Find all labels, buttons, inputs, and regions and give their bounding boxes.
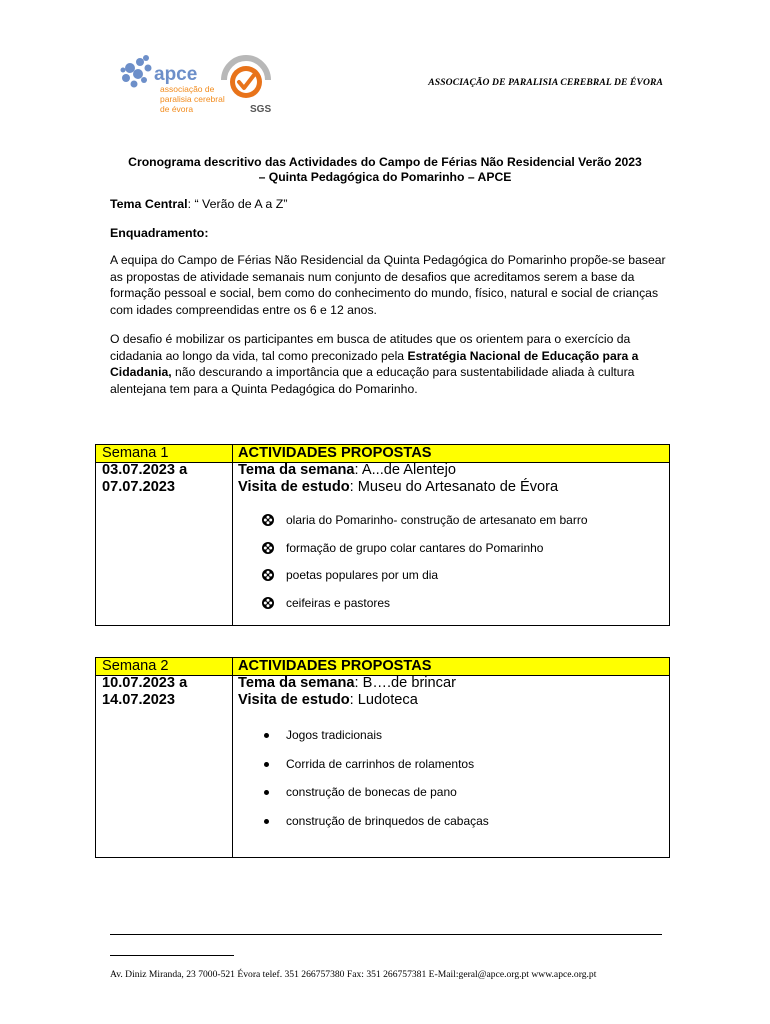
list-item xyxy=(258,568,588,596)
central-theme-value: : “ Verão de A a Z” xyxy=(187,197,288,211)
svg-text:de évora: de évora xyxy=(160,104,194,114)
activity-text: olaria do Pomarinho- construção de artesanato em barro xyxy=(286,513,588,527)
activity-text: Corrida de carrinhos de rolamentos xyxy=(286,756,475,771)
svg-text:paralisia cerebral: paralisia cerebral xyxy=(160,94,225,104)
activity-text: formação de grupo colar cantares do Pomarinho xyxy=(286,540,544,555)
study-visit: Visita de estudo: Museu do Artesanato de Évora xyxy=(238,479,559,495)
document-title xyxy=(100,155,670,185)
list-item xyxy=(258,814,489,843)
flower-bullet-icon xyxy=(262,514,274,526)
sgs-text: SGS xyxy=(250,104,272,115)
week-table xyxy=(95,657,670,858)
list-item xyxy=(258,513,588,541)
week-dates: 03.07.2023 a 07.07.2023 xyxy=(102,462,188,495)
list-item xyxy=(258,757,489,786)
activity-text: ceifeiras e pastores xyxy=(286,595,391,610)
study-visit: Visita de estudo: Ludoteca xyxy=(238,692,418,708)
title-line-1: Cronograma descritivo das Actividades do Campo de Férias Não Residencial Verão 2023 xyxy=(128,155,642,169)
week-dates: 10.07.2023 a 14.07.2023 xyxy=(102,675,188,708)
column-divider xyxy=(232,658,233,857)
strategy-name: Estratégia Nacional de Educação para a Cidadania, xyxy=(110,348,639,379)
activity-text: Jogos tradicionais xyxy=(286,728,383,742)
week-label: Semana 2 xyxy=(102,658,169,674)
activity-text: construção de brinquedos de cabaças xyxy=(286,813,489,828)
list-item xyxy=(258,785,489,814)
central-theme xyxy=(110,197,670,211)
bullet-icon xyxy=(264,790,269,795)
activity-list xyxy=(258,728,489,842)
week-theme: Tema da semana: B….de brincar xyxy=(238,675,456,691)
list-item xyxy=(258,596,588,624)
footnote-separator xyxy=(110,955,234,956)
list-item xyxy=(258,728,489,757)
list-item xyxy=(258,541,588,569)
activities-heading: ACTIVIDADES PROPOSTAS xyxy=(238,445,432,461)
flower-bullet-icon xyxy=(262,569,274,581)
paragraph-challenge: O desafio é mobilizar os participantes em busca de atitudes que os orientem para o exercício da cidadania ao longo da vida, tal como preconizado pela Estratégia Nacional de Educação para a Cidadania, não descurando a importância que a educação para sustentabilidade aliada à cultura alentejana tem para a Quinta Pedagógica do Pomarinho. xyxy=(110,332,639,396)
footer-divider xyxy=(110,934,662,935)
activity-list xyxy=(258,513,588,623)
bullet-icon xyxy=(264,733,269,738)
week-theme: Tema da semana: A...de Alentejo xyxy=(238,462,456,478)
central-theme-label: Tema Central xyxy=(110,197,188,211)
flower-bullet-icon xyxy=(262,597,274,609)
week-label: Semana 1 xyxy=(102,445,169,461)
svg-text:associação de: associação de xyxy=(160,84,215,94)
apce-logo-text: apce xyxy=(154,64,198,85)
bullet-icon xyxy=(264,762,269,767)
bullet-icon xyxy=(264,819,269,824)
organization-name: ASSOCIAÇÃO DE PARALISIA CEREBRAL DE ÉVORA xyxy=(428,77,663,88)
flower-bullet-icon xyxy=(262,542,274,554)
footer-contact: Av. Diniz Miranda, 23 7000-521 Évora telef. 351 266757380 Fax: 351 266757381 E-Mail:geral@apce.org.pt www.apce.org.pt xyxy=(110,969,597,980)
title-line-2: – Quinta Pedagógica do Pomarinho – APCE xyxy=(258,170,512,184)
activities-heading: ACTIVIDADES PROPOSTAS xyxy=(238,658,432,674)
activity-text: construção de bonecas de pano xyxy=(286,785,457,799)
column-divider xyxy=(232,445,233,625)
week-table xyxy=(95,444,670,626)
sgs-certification-seal xyxy=(218,52,274,116)
paragraph-intro: A equipa do Campo de Férias Não Residencial da Quinta Pedagógica do Pomarinho propõe-se basear as propostas de atividade semanais num conjunto de desafios que acreditamos serem a base da formação pessoal e social, bem como do conhecimento do mundo, físico, natural e social de crianças com idades compreendidas entre os 6 e 12 anos. xyxy=(110,253,666,317)
activity-text: poetas populares por um dia xyxy=(286,568,439,582)
section-heading: Enquadramento: xyxy=(110,226,209,240)
apce-logo xyxy=(118,50,228,122)
